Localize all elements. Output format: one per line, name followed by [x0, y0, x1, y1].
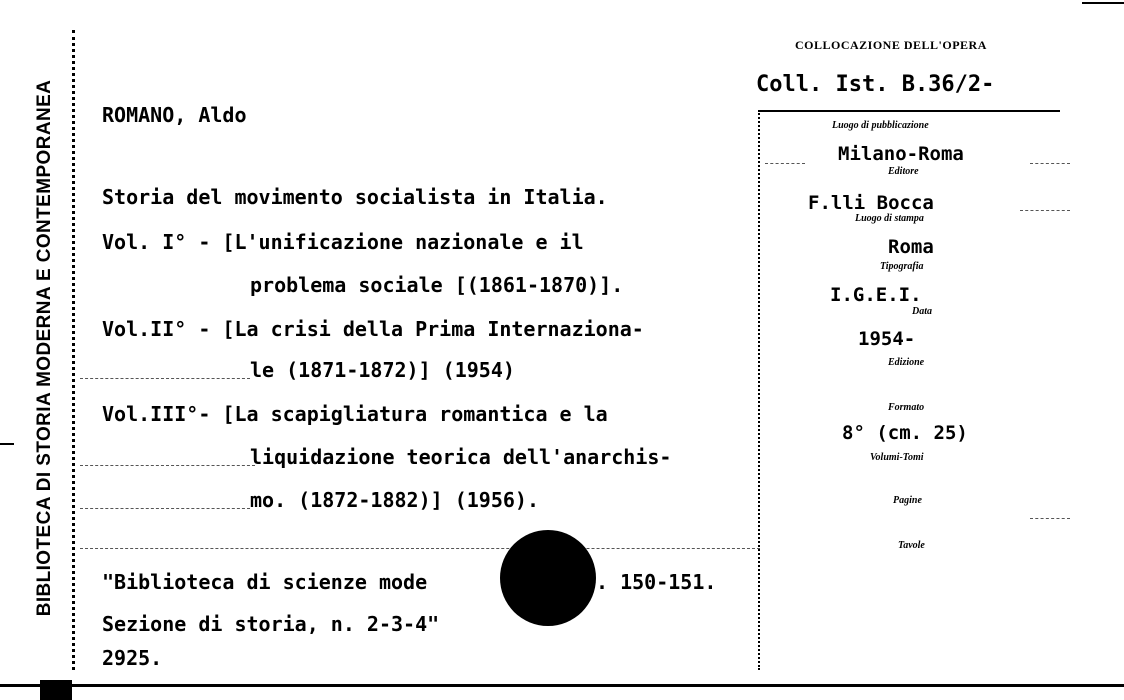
- series-line-left: "Biblioteca di scienze mode: [102, 570, 428, 594]
- dash-rule: [80, 548, 760, 549]
- bottom-border: [0, 684, 1124, 687]
- call-number: Coll. Ist. B.36/2-: [756, 72, 995, 97]
- author-name: ROMANO, Aldo: [102, 103, 247, 127]
- ink-blot: [500, 530, 596, 626]
- volume-3-line3: mo. (1872-1882)] (1956).: [250, 488, 539, 512]
- volume-2-line1: Vol.II° - [La crisi della Prima Internaziona-: [102, 317, 644, 341]
- collocation-header: COLLOCAZIONE DELL'OPERA: [795, 38, 987, 52]
- label-volumes: Volumi-Tomi: [870, 452, 924, 463]
- series-line-2: Sezione di storia, n. 2-3-4": [102, 612, 440, 636]
- volume-3-line1: Vol.III°- [La scapigliatura romantica e la: [102, 402, 608, 426]
- printer-value: I.G.E.I.: [830, 284, 922, 306]
- series-line-right: . 150-151.: [596, 570, 717, 594]
- dash-rule: [80, 508, 250, 509]
- accession-number: 2925.: [102, 646, 163, 670]
- dash-rule: [1020, 210, 1070, 211]
- publisher-value: F.lli Bocca: [808, 192, 934, 214]
- dash-rule: [80, 378, 250, 379]
- label-publisher: Editore: [888, 166, 919, 177]
- label-format: Formato: [888, 402, 925, 413]
- volume-1-line2: problema sociale [(1861-1870)].: [250, 273, 624, 297]
- right-box-border: [758, 110, 760, 670]
- label-date: Data: [912, 306, 932, 317]
- left-edge-mark: [0, 443, 14, 445]
- spine-label: [28, 79, 62, 617]
- date-value: 1954-: [858, 328, 916, 350]
- label-printer: Tipografia: [880, 261, 924, 272]
- dash-rule: [765, 163, 805, 164]
- spine-divider: [72, 30, 75, 670]
- label-plates: Tavole: [898, 540, 925, 551]
- spine-text: BIBLIOTECA DI STORIA MODERNA E CONTEMPORANEA: [34, 79, 55, 617]
- dash-rule: [1030, 518, 1070, 519]
- label-edition: Edizione: [888, 357, 925, 368]
- format-value: 8° (cm. 25): [842, 422, 968, 444]
- label-print-place: Luogo di stampa: [855, 213, 924, 224]
- volume-2-line2: le (1871-1872)] (1954): [250, 358, 515, 382]
- volume-1-line1: Vol. I° - [L'unificazione nazionale e il: [102, 230, 584, 254]
- place-value: Milano-Roma: [838, 143, 964, 165]
- label-place: Luogo di pubblicazione: [832, 120, 929, 131]
- dash-rule: [1030, 163, 1070, 164]
- print-place-value: Roma: [888, 236, 934, 258]
- header-rule: [760, 110, 1060, 112]
- label-pages: Pagine: [893, 495, 922, 506]
- work-title: Storia del movimento socialista in Italia.: [102, 185, 608, 209]
- volume-3-line2: liquidazione teorica dell'anarchis-: [250, 445, 672, 469]
- dash-rule: [80, 465, 255, 466]
- top-right-mark: [1082, 2, 1124, 4]
- bottom-left-mark: [40, 680, 72, 700]
